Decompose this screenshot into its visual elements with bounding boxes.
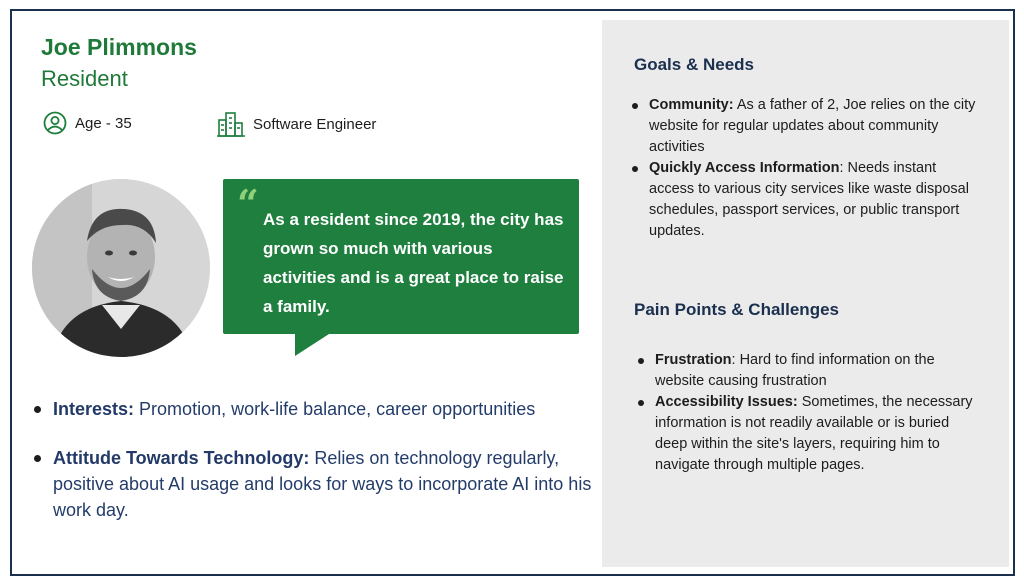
persona-card (10, 9, 1015, 576)
person-circle-icon (43, 111, 67, 135)
goal-text: As a father of 2, Joe relies on the city website for regular updates about community activities (649, 97, 976, 155)
quote-text: As a resident since 2019, the city has grown so much with various activities and is a great place to raise a family. (263, 210, 564, 316)
goals-list (632, 95, 980, 242)
trait-label: Interests: (53, 399, 135, 419)
needs-panel (602, 20, 1009, 567)
list-item (32, 445, 602, 523)
list-item (32, 396, 602, 422)
list-item (638, 350, 978, 392)
goal-label: Quickly Access Information (649, 160, 840, 176)
pain-text: Sometimes, the necessary information is not readily available or is buried deep within the site's layers, requiring him to navigate through multiple pages. (655, 394, 973, 473)
pain-points-list (638, 350, 978, 476)
pain-points-heading: Pain Points & Challenges (634, 300, 839, 319)
list-item (638, 392, 978, 476)
pain-text: : Hard to find information on the website causing frustration (655, 352, 935, 389)
pain-label: Accessibility Issues: (655, 394, 798, 410)
quote-bubble (223, 179, 579, 334)
trait-text: Promotion, work-life balance, career opportunities (139, 399, 536, 419)
pain-label: Frustration (655, 352, 732, 368)
goal-label: Community: (649, 97, 734, 113)
goals-heading: Goals & Needs (634, 55, 754, 74)
quote-mark-icon: “ (237, 181, 259, 226)
traits-list (32, 396, 602, 523)
list-item (632, 95, 980, 158)
persona-name: Joe Plimmons (41, 34, 197, 60)
list-item (632, 158, 980, 242)
trait-label: Attitude Towards Technology: (53, 448, 310, 468)
trait-text: Relies on technology regularly, positive about AI usage and looks for ways to incorporate AI into his work day. (53, 448, 592, 520)
age-row (43, 111, 132, 135)
goal-text: : Needs instant access to various city services like waste disposal schedules, passport services, or public transport updates. (649, 160, 969, 239)
persona-photo (32, 179, 210, 357)
persona-role: Resident (41, 66, 128, 91)
age-label: Age - 35 (75, 114, 132, 132)
occupation-label: Software Engineer (253, 115, 377, 133)
building-icon (217, 111, 245, 137)
occupation-row (217, 111, 376, 137)
